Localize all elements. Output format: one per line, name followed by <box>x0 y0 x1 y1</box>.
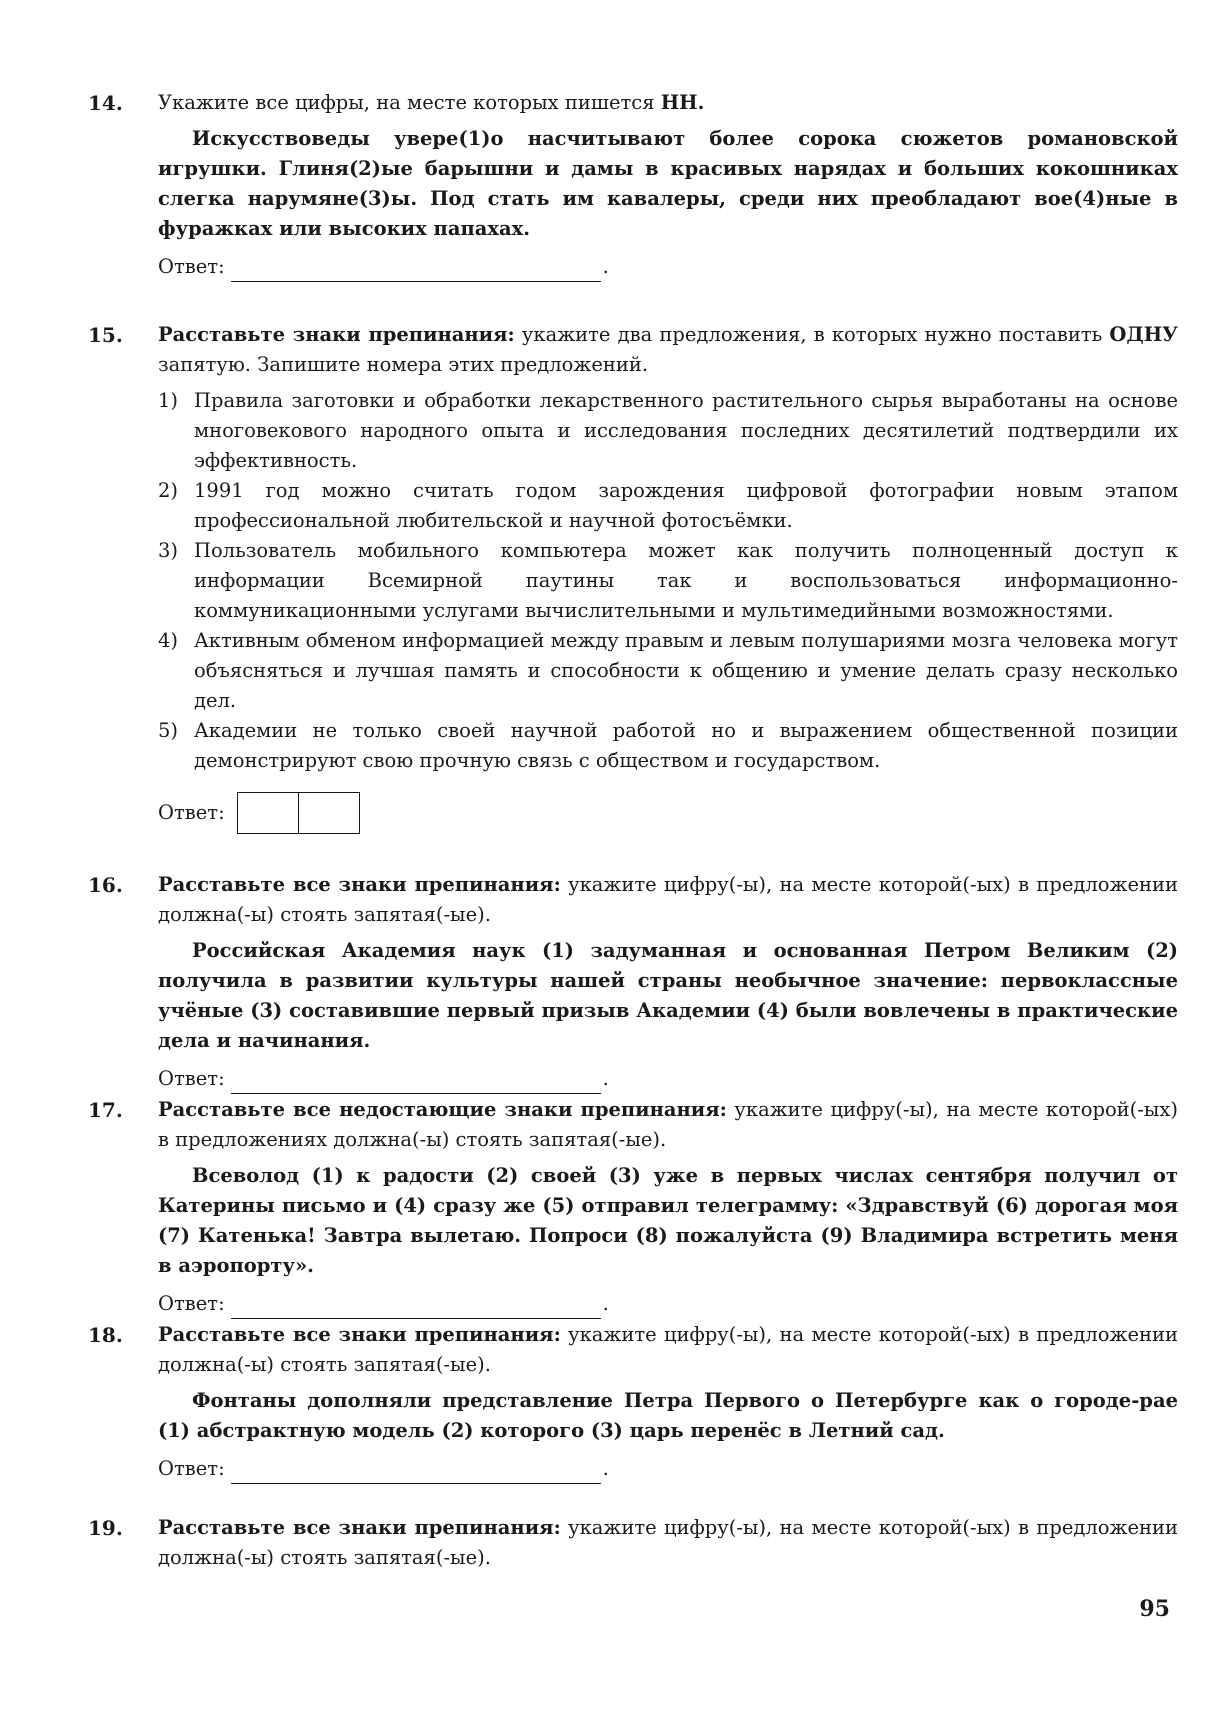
answer-field[interactable] <box>231 1296 601 1319</box>
option-number: 4) <box>158 629 179 652</box>
question-text: Укажите все цифры, на месте которых пишется <box>158 91 661 114</box>
task-question <box>158 320 1178 380</box>
answer-row <box>158 1064 1178 1094</box>
question-text: укажите цифру(-ы), на месте которой(-ых) в предложении должна(-ы) стоять запятая(-ые). <box>158 873 1178 926</box>
task-19 <box>88 1513 1178 1573</box>
answer-field[interactable] <box>231 259 601 282</box>
task-number: 16. <box>88 873 123 897</box>
answer-label: Ответ: <box>158 255 225 278</box>
task-passage: Всеволод (1) к радости (2) своей (3) уже в первых числах сентября получил от Катерины письмо и (4) сразу же (5) отправил телеграмму: «Здравствуй (6) дорогая моя (7) Катенька! Завтра вылетаю. Попроси (8) пожалуйста (9) Владимира встретить меня в аэропорту». <box>158 1164 1178 1277</box>
task-question <box>158 88 1178 118</box>
question-emphasis: Расставьте все недостающие знаки препинания: <box>158 1098 727 1121</box>
question-text: укажите цифру(-ы), на месте которой(-ых) в предложении должна(-ы) стоять запятая(-ые). <box>158 1516 1178 1569</box>
task-14 <box>88 88 1178 282</box>
period: . <box>602 1067 609 1090</box>
question-emphasis: Расставьте знаки препинания: <box>158 323 515 346</box>
question-emphasis: Расставьте все знаки препинания: <box>158 1516 561 1539</box>
question-emphasis: НН. <box>660 91 705 114</box>
question-text: укажите два предложения, в которых нужно поставить <box>514 323 1110 346</box>
answer-row <box>158 252 1178 282</box>
task-number: 15. <box>88 323 123 347</box>
question-text: запятую. Запишите номера этих предложений. <box>158 353 649 376</box>
question-emphasis: Расставьте все знаки препинания: <box>158 1323 561 1346</box>
answer-row <box>158 1454 1178 1484</box>
question-text: укажите цифру(-ы), на месте которой(-ых) в предложении должна(-ы) стоять запятая(-ые). <box>158 1323 1178 1376</box>
task-16 <box>88 870 1178 1094</box>
period: . <box>602 1457 609 1480</box>
task-number: 18. <box>88 1323 123 1347</box>
task-number: 14. <box>88 91 123 115</box>
period: . <box>602 255 609 278</box>
option-number: 3) <box>158 539 179 562</box>
option-number: 2) <box>158 479 179 502</box>
task-question <box>158 1095 1178 1155</box>
page-number: 95 <box>1139 1596 1170 1622</box>
answer-label: Ответ: <box>158 801 225 824</box>
answer-box[interactable] <box>299 792 360 834</box>
task-question <box>158 1320 1178 1380</box>
option-number: 1) <box>158 389 179 412</box>
answer-boxes <box>237 792 360 834</box>
options-list <box>158 386 1178 776</box>
answer-label: Ответ: <box>158 1457 225 1480</box>
question-emphasis: Расставьте все знаки препинания: <box>158 873 561 896</box>
task-question <box>158 1513 1178 1573</box>
option-item <box>158 626 1178 716</box>
task-15 <box>88 320 1178 834</box>
task-passage: Российская Академия наук (1) задуманная и основанная Петром Великим (2) получила в развитии культуры нашей страны необычное значение: первоклассные учёные (3) составившие первый призыв Академии (4) были вовлечены в практические дела и начинания. <box>158 939 1178 1052</box>
option-text: Пользователь мобильного компьютера может как получить полноценный доступ к информации Всемирной паутины так и воспользоваться информационно-коммуникационными услугами вычислительными и мультимедийными возможностями. <box>194 539 1178 622</box>
option-text: 1991 год можно считать годом зарождения цифровой фотографии новым этапом профессиональной любительской и научной фотосъёмки. <box>194 479 1178 532</box>
option-item <box>158 716 1178 776</box>
answer-field[interactable] <box>231 1461 601 1484</box>
answer-row <box>158 1289 1178 1319</box>
task-18 <box>88 1320 1178 1484</box>
answer-label: Ответ: <box>158 1067 225 1090</box>
option-item <box>158 476 1178 536</box>
task-passage: Искусствоведы увере(1)о насчитывают более сорока сюжетов романовской игрушки. Глиня(2)ые барышни и дамы в красивых нарядах и больших кокошниках слегка нарумяне(3)ы. Под стать им кавалеры, среди них преобладают вое(4)ные в фуражках или высоких папахах. <box>158 127 1178 240</box>
option-number: 5) <box>158 719 179 742</box>
task-number: 19. <box>88 1516 123 1540</box>
answer-box[interactable] <box>237 792 299 834</box>
option-text: Активным обменом информацией между правым и левым полушариями мозга человека могут объясняться и лучшая память и способности к общению и умение делать сразу несколько дел. <box>194 629 1178 712</box>
question-emphasis: ОДНУ <box>1109 323 1178 346</box>
answer-row <box>158 792 1178 834</box>
answer-field[interactable] <box>231 1071 601 1094</box>
option-text: Академии не только своей научной работой но и выражением общественной позиции демонстрируют свою прочную связь с обществом и государством. <box>194 719 1178 772</box>
task-passage: Фонтаны дополняли представление Петра Первого о Петербурге как о городе-рае (1) абстрактную модель (2) которого (3) царь перенёс в Летний сад. <box>158 1389 1178 1442</box>
task-17 <box>88 1095 1178 1319</box>
option-item <box>158 386 1178 476</box>
task-question <box>158 870 1178 930</box>
answer-label: Ответ: <box>158 1292 225 1315</box>
option-text: Правила заготовки и обработки лекарственного растительного сырья выработаны на основе многовекового народного опыта и исследования последних десятилетий подтвердили их эффективность. <box>194 389 1178 472</box>
period: . <box>602 1292 609 1315</box>
task-number: 17. <box>88 1098 123 1122</box>
question-text: укажите цифру(-ы), на месте которой(-ых) в предложениях должна(-ы) стоять запятая(-ые). <box>158 1098 1179 1151</box>
option-item <box>158 536 1178 626</box>
